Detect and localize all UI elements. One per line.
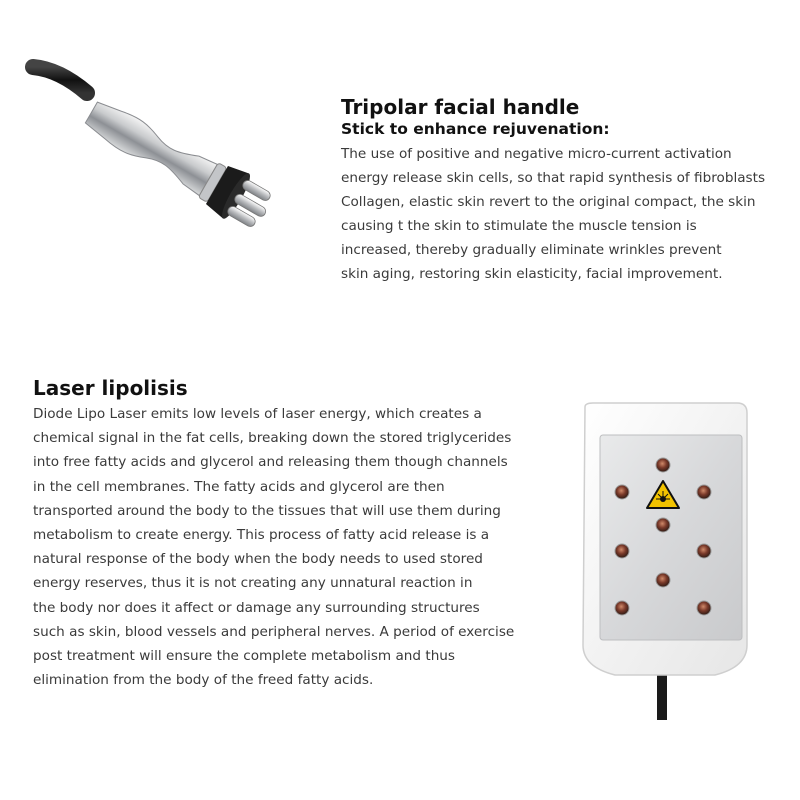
laser-line: metabolism to create energy. This process of fatty acid release is a <box>33 527 490 544</box>
laser-line: into free fatty acids and glycerol and releasing them though channels <box>33 454 508 471</box>
tripolar-title: Tripolar facial handle <box>341 95 580 119</box>
laser-line: in the cell membranes. The fatty acids and glycerol are then <box>33 478 445 495</box>
tripolar-description <box>341 142 791 286</box>
laser-pad-icon <box>565 395 765 725</box>
tripolar-line: Collagen, elastic skin revert to the original compact, the skin <box>341 194 756 210</box>
tripolar-line: skin aging, restoring skin elasticity, facial improvement. <box>341 266 723 282</box>
laser-title: Laser lipolisis <box>33 376 188 400</box>
laser-line: chemical signal in the fat cells, breaking down the stored triglycerides <box>33 430 512 447</box>
tripolar-section <box>341 95 791 286</box>
laser-section <box>33 374 553 692</box>
tripolar-line: The use of positive and negative micro-current activation <box>341 146 732 162</box>
tripolar-handle-icon <box>25 55 290 255</box>
laser-line: natural response of the body when the body needs to used stored <box>33 551 483 568</box>
laser-line: such as skin, blood vessels and peripheral nerves. A period of exercise <box>33 623 515 640</box>
tripolar-subtitle: Stick to enhance rejuvenation: <box>341 120 610 138</box>
tripolar-line: causing t the skin to stimulate the muscle tension is <box>341 218 697 234</box>
laser-line: Diode Lipo Laser emits low levels of laser energy, which creates a <box>33 406 482 422</box>
tripolar-line: increased, thereby gradually eliminate wrinkles prevent <box>341 242 722 258</box>
laser-description <box>33 402 553 692</box>
laser-line: transported around the body to the tissues that will use them during <box>33 502 501 519</box>
laser-line: elimination from the body of the freed fatty acids. <box>33 672 374 689</box>
laser-line: post treatment will ensure the complete metabolism and thus <box>33 648 456 665</box>
laser-line: the body nor does it affect or damage any surrounding structures <box>33 599 480 616</box>
tripolar-line: energy release skin cells, so that rapid synthesis of fibroblasts <box>341 170 766 186</box>
laser-line: energy reserves, thus it is not creating any unnatural reaction in <box>33 575 473 592</box>
